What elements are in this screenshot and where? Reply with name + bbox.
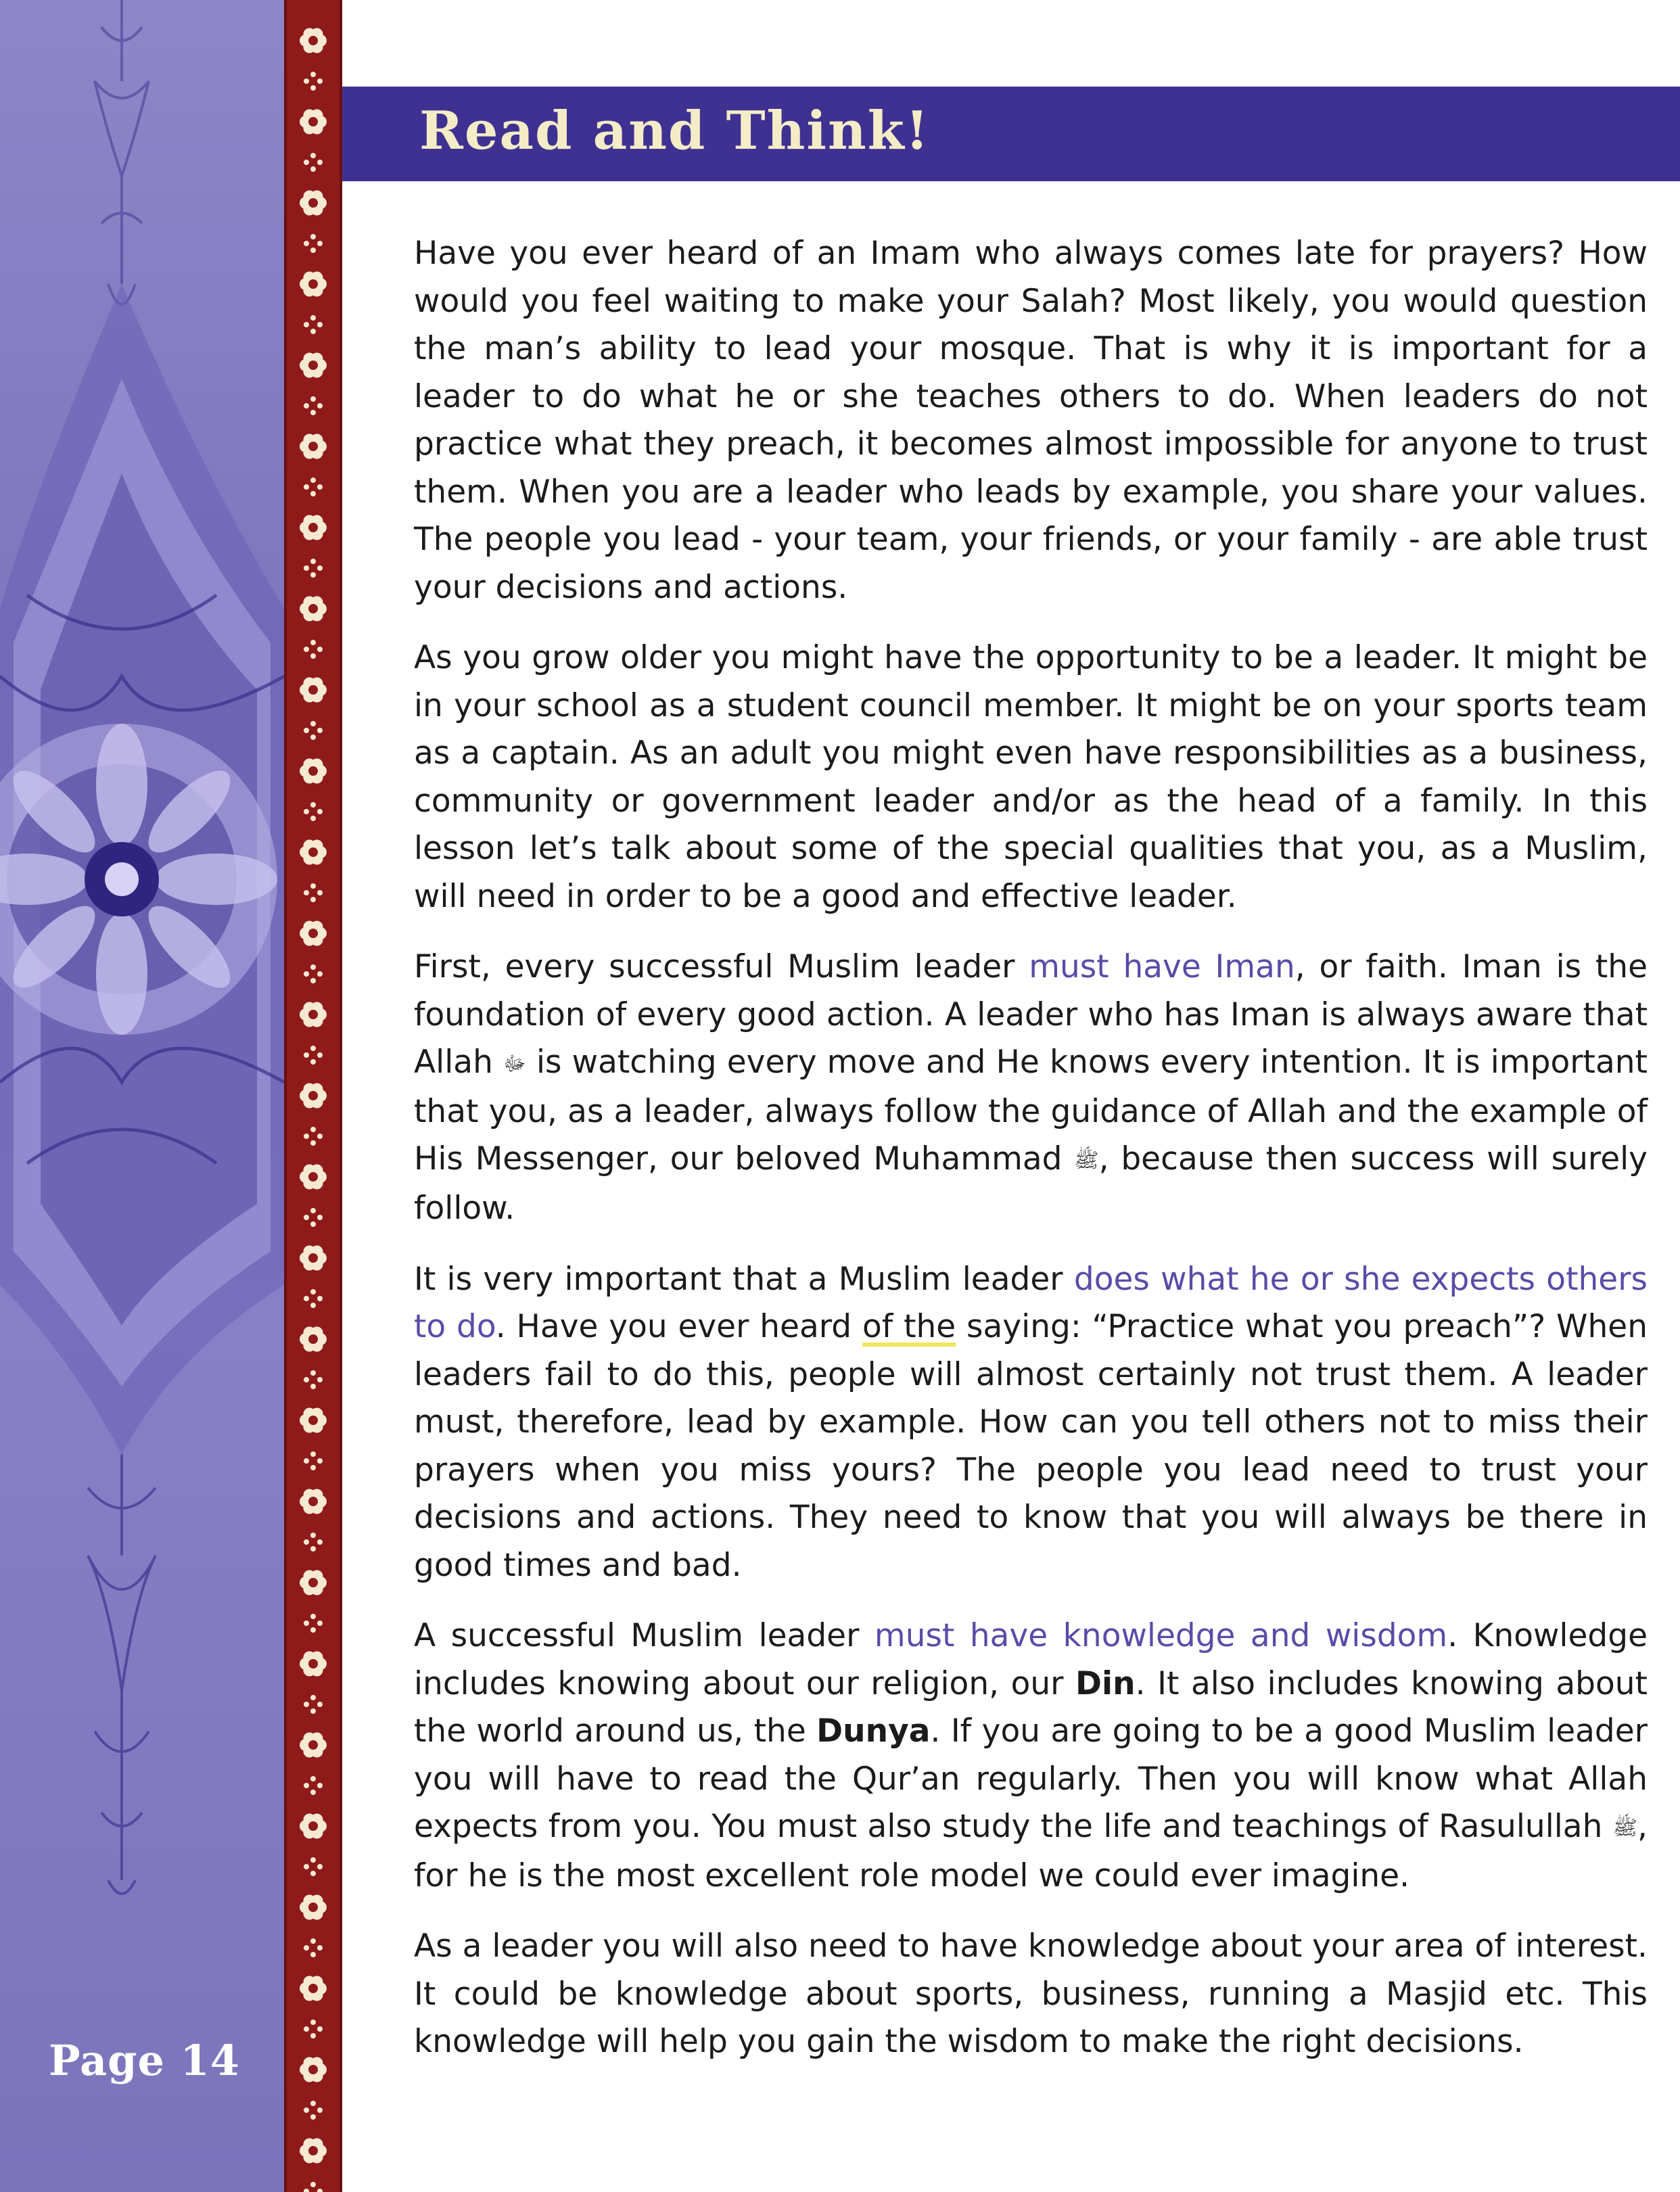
border-flower-icon (300, 1002, 327, 1027)
border-flower-icon (300, 2138, 327, 2163)
paragraph-1: Have you ever heard of an Imam who always comes late for prayers? How would you feel waiting to make your Salah? Most likely, you would question the man’s ability to lead your mosque. That is why it is important for a leader to do what he or she teaches others to do. When leaders do not practice what they preach, it becomes almost impossible for anyone to trust them. When you are a leader who leads by example, you share your values. The people you lead - your team, your friends, or your family - are able trust your decisions and actions. (414, 235, 1648, 606)
highlight-iman: must have Iman (1029, 948, 1295, 985)
border-dots-icon (304, 1857, 323, 1876)
border-flower-icon (300, 1570, 327, 1595)
text-run: . If you are going to be a good Muslim leader you will have to read the Qur’an regularly. Then you will know what Allah expects from you. You must also study the life and teachings of Rasulullah (414, 1712, 1648, 1845)
marked-text: of the (862, 1308, 956, 1345)
decorative-side-panel (0, 0, 284, 2192)
border-flower-icon (300, 515, 327, 540)
border-flower-icon (300, 352, 327, 377)
allah-honorific: ﷻ (503, 1052, 526, 1076)
paragraph-5 (414, 1612, 1648, 1900)
border-flower-icon (300, 1489, 327, 1514)
border-flower-icon (300, 758, 327, 783)
highlight-knowledge: must have knowledge and wisdom (874, 1617, 1448, 1654)
border-dots-icon (304, 1127, 323, 1146)
text-run: A successful Muslim leader (414, 1617, 874, 1654)
border-dots-icon (304, 315, 323, 334)
border-flower-icon (300, 1245, 327, 1270)
text-run: , for he is the most excellent role model we could ever imagine. (414, 1808, 1648, 1894)
term-din: Din (1075, 1664, 1136, 1702)
border-flower-icon (300, 109, 327, 134)
border-flower-icon (300, 1976, 327, 2001)
prophet-honorific: ﷺ (1074, 1148, 1099, 1173)
border-dots-icon (304, 1776, 323, 1795)
border-flower-icon (300, 1083, 327, 1108)
text-run: . It also includes knowing about the world around us, the (414, 1664, 1648, 1750)
border-dots-icon (304, 559, 323, 578)
border-flower-icon (300, 28, 327, 53)
border-dots-icon (304, 1208, 323, 1227)
border-flower-icon (300, 1326, 327, 1351)
article-body (414, 230, 1648, 2089)
border-flower-icon (300, 1732, 327, 1757)
prophet-honorific: ﷺ (1612, 1816, 1638, 1840)
paragraph-3 (414, 943, 1648, 1233)
border-dots-icon (304, 721, 323, 740)
border-flower-icon (300, 1894, 327, 1919)
text-run: , because then success will surely follow. (414, 1140, 1648, 1227)
border-flower-icon (300, 677, 327, 702)
border-dots-icon (304, 1289, 323, 1308)
text-run: . Have you ever heard (495, 1308, 862, 1345)
highlight-example: does what he or she expects others to do (414, 1260, 1648, 1345)
paragraph-2: As you grow older you might have the opportunity to be a leader. It might be in your school as a student council member. It might be on your sports team as a captain. As an adult you might even have responsibilities as a business, community or government leader and/or as the head of a family. In this lesson let’s talk about some of the special qualities that you, as a Muslim, will need in order to be a good and effective leader. (414, 639, 1648, 915)
border-flower-icon (300, 1651, 327, 1676)
border-flower-icon (300, 190, 327, 215)
border-dots-icon (304, 153, 323, 172)
border-dots-icon (304, 883, 323, 902)
ornament-arabesque (0, 0, 284, 2192)
text-run: First, every successful Muslim leader (414, 948, 1029, 985)
text-run: , or faith. Iman is the foundation of every good action. A leader who has Iman is always aware that Allah (414, 948, 1648, 1081)
text-run: It is very important that a Muslim leader (414, 1260, 1074, 1298)
term-dunya: Dunya (816, 1712, 931, 1750)
border-dots-icon (304, 1046, 323, 1065)
border-dots-icon (304, 1451, 323, 1470)
border-flower-icon (300, 434, 327, 459)
text-run: is watching every move and He knows every intention. It is important that you, as a leader, always follow the guidance of Allah and the example of His Messenger, our beloved Muhammad (414, 1044, 1648, 1178)
paragraph-6: As a leader you will also need to have knowledge about your area of interest. It could be knowledge about sports, business, running a Masjid etc. This knowledge will help you gain the wisdom to make the right decisions. (414, 1928, 1648, 2061)
border-dots-icon (304, 802, 323, 821)
border-flower-icon (300, 1407, 327, 1432)
border-dots-icon (304, 1370, 323, 1389)
border-dots-icon (304, 1938, 323, 1957)
border-flower-icon (300, 1813, 327, 1838)
paragraph-4 (414, 1256, 1648, 1590)
page-number: Page 14 (49, 2036, 240, 2085)
border-dots-icon (304, 964, 323, 983)
border-flower-icon (300, 839, 327, 864)
text-run: saying: “Practice what you preach”? When leaders fail to do this, people will almost certainly not trust them. A leader must, therefore, lead by example. How can you tell others not to miss their prayers when you miss yours? The people you lead need to trust your decisions and actions. They need to know that you will always be there in good times and bad. (414, 1308, 1648, 1584)
border-dots-icon (304, 1533, 323, 1552)
border-flower-icon (300, 2057, 327, 2082)
border-dots-icon (304, 477, 323, 496)
border-flower-icon (300, 1164, 327, 1189)
border-dots-icon (304, 640, 323, 659)
border-dots-icon (304, 396, 323, 415)
section-title: Read and Think! (419, 100, 931, 162)
border-dots-icon (304, 234, 323, 253)
ornamental-border (284, 0, 342, 2192)
border-dots-icon (304, 2020, 323, 2038)
border-dots-icon (304, 2182, 323, 2192)
border-flower-pattern (287, 0, 340, 2192)
border-dots-icon (304, 72, 323, 91)
border-dots-icon (304, 1614, 323, 1633)
text-run: . Knowledge includes knowing about our religion, our (414, 1617, 1648, 1702)
border-flower-icon (300, 271, 327, 296)
border-dots-icon (304, 1695, 323, 1714)
border-flower-icon (300, 920, 327, 946)
border-flower-icon (300, 596, 327, 621)
border-dots-icon (304, 2101, 323, 2120)
